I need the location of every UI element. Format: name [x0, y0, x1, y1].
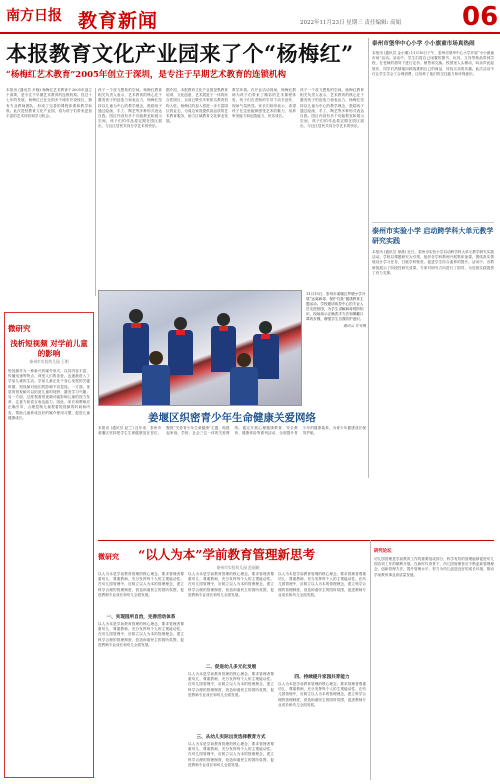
main-body-col4: 教学环境。在开业活动现场，杨梅红教师为孩子们带来了精彩的艺术课程体验，孩子们在老师的引导下动手创作，现场气氛热烈。家长们纷纷表示，希望孩子在这里能够感受艺术的魅力，培养审美能力和创造能力，快乐成长。: [232, 88, 296, 119]
right-bottom-article: [374, 548, 494, 775]
right-mid-title: 泰州市实验小学 启动跨学科大单元教学研究实践: [372, 226, 494, 245]
bottom-col3: 以人为本是学前教育管理的核心理念，要求管理者尊重幼儿、尊重教师，充分发挥每个人的主观能动性。在幼儿园管理中，应树立以人为本的管理理念，建立科学合理的管理制度，营造和谐民主的园所氛围，促进教师专业成长和幼儿全面发展。 四、持续提升家园共育能力 以人为本是学前教育管理的核心理念，要求管理者尊重幼儿、尊重教师，充分发挥每个人的主观能动性。在幼儿园管理中，应树立以人为本的管理理念，建立科学合理的管理制度，营造和谐民主的园所氛围，促进教师专业成长和幼儿全面发展。: [278, 572, 366, 707]
section-title: 教育新闻: [78, 10, 159, 32]
right-bottom-tag: 研究论坛: [374, 549, 392, 554]
bottom-tag: 微研究: [98, 553, 119, 561]
page-number: 06: [462, 2, 499, 32]
bottom-sub4: 四、持续提升家园共育能力: [294, 675, 350, 680]
issue-date: 2022年11月23日 星期三 责任编辑: 高娟: [300, 20, 402, 26]
main-body-col3: 据介绍，本报教育文化产业园是集教育培训、文化创意、艺术展览于一体的综合性园区，目前已吸引多家知名教育机构入驻。杨梅红的加入将进一步丰富园区的业态，为周边家庭提供高品质的艺术教育服务，助力区域教育文化事业发展。: [166, 88, 228, 124]
bottom-sub1: 一、实现园所自治，完善活动体系: [106, 615, 176, 620]
health-headline: 姜堰区织密青少年生命健康关爱网络: [148, 412, 316, 424]
left-tag: 微研究: [8, 324, 31, 333]
left-byline: 泰州市实验幼儿园 王明: [29, 359, 69, 364]
right-top-title: 泰州市堡华中心小学 小小旗童市场真热闹: [372, 41, 475, 47]
masthead-logo: 南方日报: [6, 8, 62, 24]
bottom-article: [98, 544, 378, 571]
right-rule: [372, 222, 494, 223]
main-body-col5: 孩子一个放飞想象的空间。杨梅红教育相关负责人表示，艺术教育的核心在于激发孩子的创造力和表达力，杨梅红坚持以儿童为中心的教学理念，鼓励孩子通过绘画、手工、陶艺等多种形式表达自我。园区内设有多个功能教室和展示空间，孩子们的作品将定期在园区展出，与社区居民共同分享艺术的快乐。: [300, 88, 364, 129]
left-body: 短视频作为一种新兴的媒介形式，以其内容丰富、传播迅速等特点，深受人们的喜爱，也逐渐进入了学前儿童的生活。学前儿童正处于身心发展的关键时期，短视频对他们的影响不容忽视。一方面，优质的短视频可以拓宽儿童的视野，激发学习兴趣；另一方面，过度观看短视频可能影响儿童的视力发育、注意力和语言表达能力。因此，家长和教师应正确引导，合理控制儿童观看短视频的时间和内容，帮助儿童养成良好的媒介使用习惯，促进儿童健康成长。: [8, 369, 90, 420]
bottom-rule: [98, 540, 494, 541]
main-headline: 本报教育文化产业园来了个“杨梅红”: [6, 41, 354, 66]
main-body-col2: 孩子一个放飞想象的空间。杨梅红教育相关负责人表示，艺术教育的核心在于激发孩子的创造力和表达力，杨梅红坚持以儿童为中心的教学理念，鼓励孩子通过绘画、手工、陶艺等多种形式表达自我。园区内设有多个功能教室和展示空间，孩子们的作品将定期在园区展出，与社区居民共同分享艺术的快乐。: [98, 88, 162, 129]
health-body: 本报讯 (通讯员 赵兰) 近年来，泰州市姜堰区坚持把学生生命健康放在首位，聚焦“关爱青少年生命健康”主题，构建起家庭、学校、社会三位一体的关爱网络。通过开展心理健康教育、安全教育、健康体检等系列活动，全面提升青少年的健康素养，为青少年健康成长保驾护航。: [98, 426, 366, 436]
right-bottom-divider: [370, 540, 371, 780]
right-mid-body: 本报讯 (通讯员 徐燕) 近日，泰州市实验小学启动跨学科大单元教学研究实践活动。学校以课题研究为引领，组织各学科教师开展集体备课，围绕真实情境设计学习任务，打破学科壁垒，促进学生综合素养的提升。活动中，各教研组展示了阶段性研究成果，专家对研究方向进行了指导，为后续实践提供了有力支撑。: [372, 250, 494, 275]
photo-credit: 通讯员 许昊摄: [343, 324, 366, 328]
bottom-col1: 以人为本是学前教育管理的核心理念，要求管理者尊重幼儿、尊重教师，充分发挥每个人的主观能动性。在幼儿园管理中，应树立以人为本的管理理念，建立科学合理的管理制度，营造和谐民主的园所氛围，促进教师专业成长和幼儿全面发展。 一、实现园所自治，完善活动体系 以人为本是学前教育管理的核心理念，要求管理者尊重幼儿、尊重教师，充分发挥每个人的主观能动性。在幼儿园管理中，应树立以人为本的管理理念，建立科学合理的管理制度，营造和谐民主的园所氛围，促进教师专业成长和幼儿全面发展。: [98, 572, 184, 647]
column-divider: [95, 88, 96, 296]
bottom-sub2: 二、促进幼儿多元化发展: [205, 665, 257, 670]
main-intro: 本报讯 (通讯员 尹晓) 杨梅红艺术教育于2005年创立于深圳，是专注于早期艺术教育的连锁机构。经过十七年的发展，杨梅红已在全国多个城市开设校区，拥有专业教师团队，形成了完善的课程体系和教学标准。此次进驻教育文化产业园，将为孩子们带来更加丰富的艺术体验和学习机会。: [6, 88, 92, 119]
bottom-title: “以人为本”学前教育管理新思考: [138, 547, 315, 562]
bottom-col2: 以人为本是学前教育管理的核心理念，要求管理者尊重幼儿、尊重教师，充分发挥每个人的主观能动性。在幼儿园管理中，应树立以人为本的管理理念，建立科学合理的管理制度，营造和谐民主的园所氛围，促进教师专业成长和幼儿全面发展。 二、促进幼儿多元化发展 以人为本是学前教育管理的核心理念，要求管理者尊重幼儿、尊重教师，充分发挥每个人的主观能动性。在幼儿园管理中，应树立以人为本的管理理念，建立科学合理的管理制度，营造和谐民主的园所氛围，促进教师专业成长和幼儿全面发展。 三、从幼儿实际出发选择教育方式 以人为本是学前教育管理的核心理念，要求管理者尊重幼儿、尊重教师，充分发挥每个人的主观能动性。在幼儿园管理中，应树立以人为本的管理理念，建立科学合理的管理制度，营造和谐民主的园所氛围，促进教师专业成长和幼儿全面发展。: [188, 572, 274, 767]
right-top-body: 本报讯 (通讯员 金小瑾) 11月16日下午，泰州市堡华中心小学开展“小小旗童市场”活动。活动中，学生们将自己闲置的图书、玩具、文具等物品带到学校，在老师的指导下进行定价、销售和交换。校园里人头攒动，叫卖声此起彼伏，同学们热情地向顾客推销自己的商品，体验买卖的乐趣。此次活动不仅让学生学会了合理消费，还培养了他们的交往能力和环保意识。: [372, 51, 494, 76]
photo-caption: 11月15日，泰州市姜堰区罗塘小学开展“远离病毒，保护自我”健康教育主题活动。学校邀请疾控中心的专业人员走进校园，为学生讲解病毒预防知识，现场演示正确洗手方法和佩戴口罩的步骤，增强学生自我防护意识。 通讯员 许昊摄: [306, 292, 366, 328]
left-title: 浅析短视频 对学前儿童的影响: [10, 339, 88, 358]
bottom-byline: 泰州市实验幼儿园 范丽娟: [216, 565, 260, 570]
right-top-article: [372, 40, 494, 201]
right-mid-article: [372, 226, 494, 468]
bottom-sub3: 三、从幼儿实际出发选择教育方式: [196, 735, 266, 740]
right-bottom-body: 幼儿园管理是学前教育工作的重要组成部分，科学有效的管理能够促进幼儿园各项工作的顺利开展。在新时代背景下，幼儿园管理者应不断更新管理理念，创新管理方法，提升管理水平，努力为幼儿创造良好的成长环境，推动学前教育事业高质量发展。: [374, 557, 494, 577]
left-research-box: [4, 312, 94, 778]
page-header: [0, 0, 500, 34]
news-photo: [98, 290, 302, 406]
main-subhead: “杨梅红艺术教育”2005年创立于深圳，是专注于早期艺术教育的连锁机构: [6, 70, 286, 80]
right-column-divider: [368, 38, 369, 478]
